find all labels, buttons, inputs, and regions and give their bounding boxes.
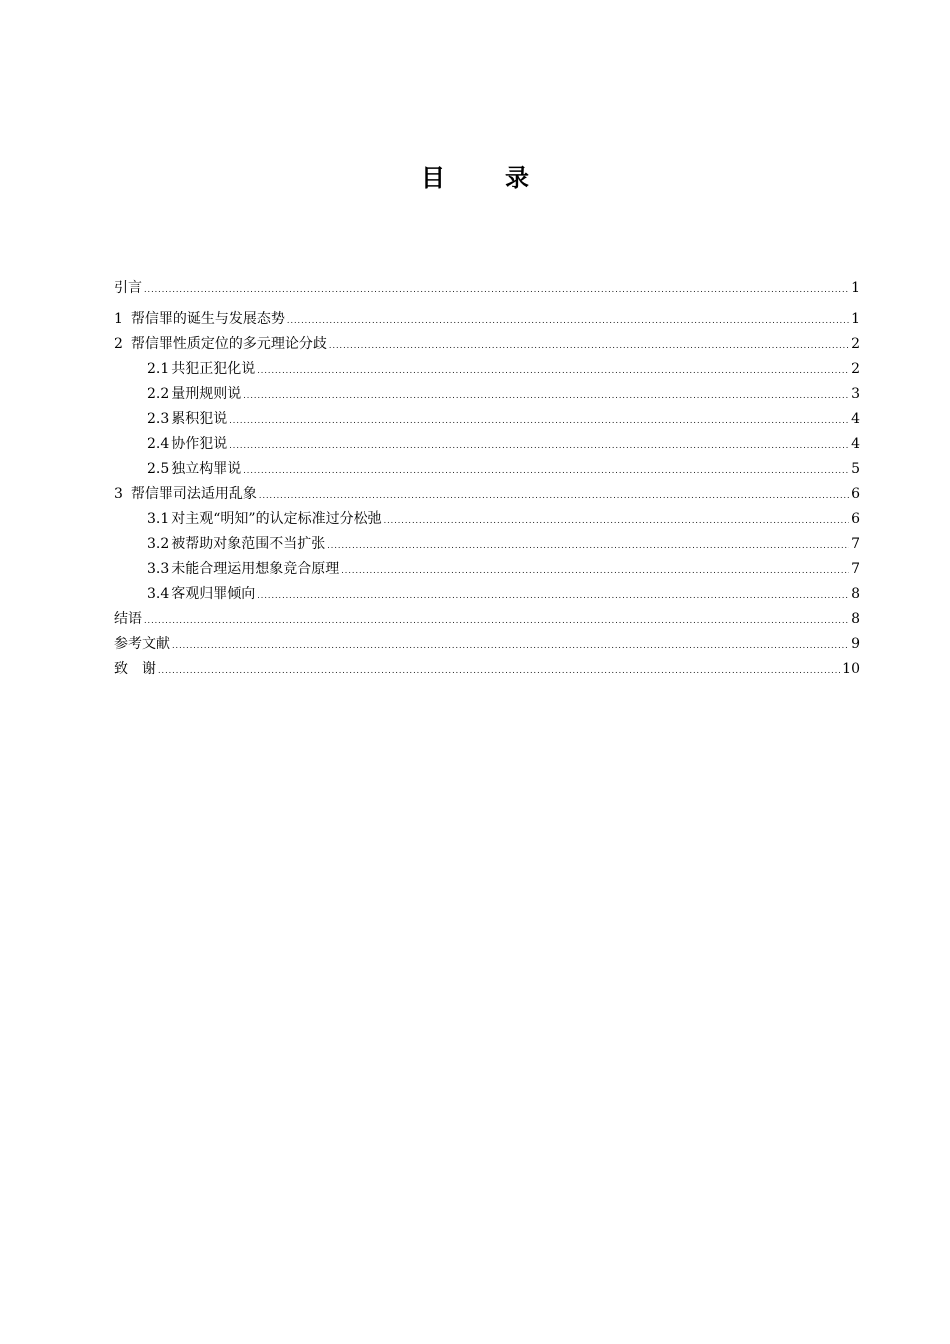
- toc-leader-dots: [257, 583, 849, 608]
- toc-entry-number: 2.3: [147, 411, 170, 427]
- toc-entry-page: 6: [851, 511, 860, 527]
- table-of-contents: [114, 276, 860, 682]
- toc-entry-page: 5: [851, 461, 860, 477]
- toc-entry-number: 3.4: [147, 586, 170, 602]
- toc-entry-label: 共犯正犯化说: [171, 361, 256, 377]
- toc-leader-dots: [257, 358, 849, 383]
- toc-entry-label: 协作犯说: [171, 436, 228, 452]
- toc-leader-dots: [259, 483, 849, 508]
- toc-entry-label: 累积犯说: [171, 411, 228, 427]
- toc-entry-number: 2.2: [147, 386, 170, 402]
- toc-entry-acknowledgements[interactable]: [114, 657, 860, 682]
- toc-entry-2-2[interactable]: [114, 382, 860, 407]
- toc-entry-page: 8: [851, 611, 860, 627]
- toc-entry-2-5[interactable]: [114, 457, 860, 482]
- toc-leader-dots: [243, 383, 849, 408]
- toc-entry-page: 1: [851, 311, 860, 327]
- toc-leader-dots: [172, 633, 849, 658]
- toc-title: 目 录: [421, 164, 547, 192]
- toc-entry-conclusion[interactable]: [114, 607, 860, 632]
- toc-entry-page: 10: [842, 661, 860, 677]
- toc-entry-page: 9: [851, 636, 860, 652]
- toc-entry-2-3[interactable]: [114, 407, 860, 432]
- toc-entry-label: 参考文献: [114, 636, 170, 652]
- toc-entry-2-4[interactable]: [114, 432, 860, 457]
- toc-entry-label: 被帮助对象范围不当扩张: [171, 536, 326, 552]
- toc-entry-label: 对主观“明知”的认定标准过分松弛: [171, 511, 382, 527]
- toc-entry-page: 4: [851, 411, 860, 427]
- toc-leader-dots: [144, 277, 849, 302]
- toc-entry-number: 3.2: [147, 536, 170, 552]
- toc-entry-label: 引言: [114, 280, 142, 296]
- toc-leader-dots: [384, 508, 849, 533]
- toc-entry-page: 2: [851, 336, 860, 352]
- toc-entry-3-4[interactable]: [114, 582, 860, 607]
- toc-entry-number: 2: [114, 336, 123, 352]
- toc-leader-dots: [287, 308, 849, 333]
- toc-entry-intro[interactable]: [114, 276, 860, 301]
- toc-leader-dots: [144, 608, 849, 633]
- toc-entry-label: 帮信罪司法适用乱象: [130, 486, 257, 502]
- toc-entry-page: 6: [851, 486, 860, 502]
- toc-entry-number: 3: [114, 486, 123, 502]
- toc-entry-label: 结语: [114, 611, 142, 627]
- toc-entry-label: 未能合理运用想象竞合原理: [171, 561, 340, 577]
- toc-entry-number: 3.1: [147, 511, 170, 527]
- toc-leader-dots: [327, 533, 849, 558]
- toc-entry-3[interactable]: [114, 482, 860, 507]
- toc-entry-label: 帮信罪性质定位的多元理论分歧: [130, 336, 327, 352]
- toc-entry-label: 帮信罪的诞生与发展态势: [130, 311, 285, 327]
- toc-entry-label: 致 谢: [114, 661, 156, 677]
- toc-entry-page: 7: [851, 561, 860, 577]
- toc-entry-page: 7: [851, 536, 860, 552]
- toc-leader-dots: [341, 558, 849, 583]
- toc-entry-number: 2.5: [147, 461, 170, 477]
- toc-entry-2-1[interactable]: [114, 357, 860, 382]
- toc-leader-dots: [243, 458, 849, 483]
- toc-leader-dots: [329, 333, 849, 358]
- toc-entry-references[interactable]: [114, 632, 860, 657]
- toc-entry-label: 独立构罪说: [171, 461, 242, 477]
- toc-entry-3-3[interactable]: [114, 557, 860, 582]
- toc-entry-label: 客观归罪倾向: [171, 586, 256, 602]
- toc-leader-dots: [229, 433, 849, 458]
- toc-entry-number: 3.3: [147, 561, 170, 577]
- toc-entry-1[interactable]: [114, 307, 860, 332]
- toc-entry-number: 2.1: [147, 361, 170, 377]
- toc-entry-label: 量刑规则说: [171, 386, 242, 402]
- toc-entry-page: 3: [851, 386, 860, 402]
- toc-entry-3-1[interactable]: [114, 507, 860, 532]
- toc-leader-dots: [229, 408, 849, 433]
- toc-entry-page: 1: [851, 280, 860, 296]
- toc-entry-3-2[interactable]: [114, 532, 860, 557]
- toc-entry-number: 1: [114, 311, 123, 327]
- toc-entry-page: 2: [851, 361, 860, 377]
- toc-entry-number: 2.4: [147, 436, 170, 452]
- toc-entry-page: 4: [851, 436, 860, 452]
- toc-entry-2[interactable]: [114, 332, 860, 357]
- toc-entry-page: 8: [851, 586, 860, 602]
- toc-leader-dots: [158, 658, 840, 683]
